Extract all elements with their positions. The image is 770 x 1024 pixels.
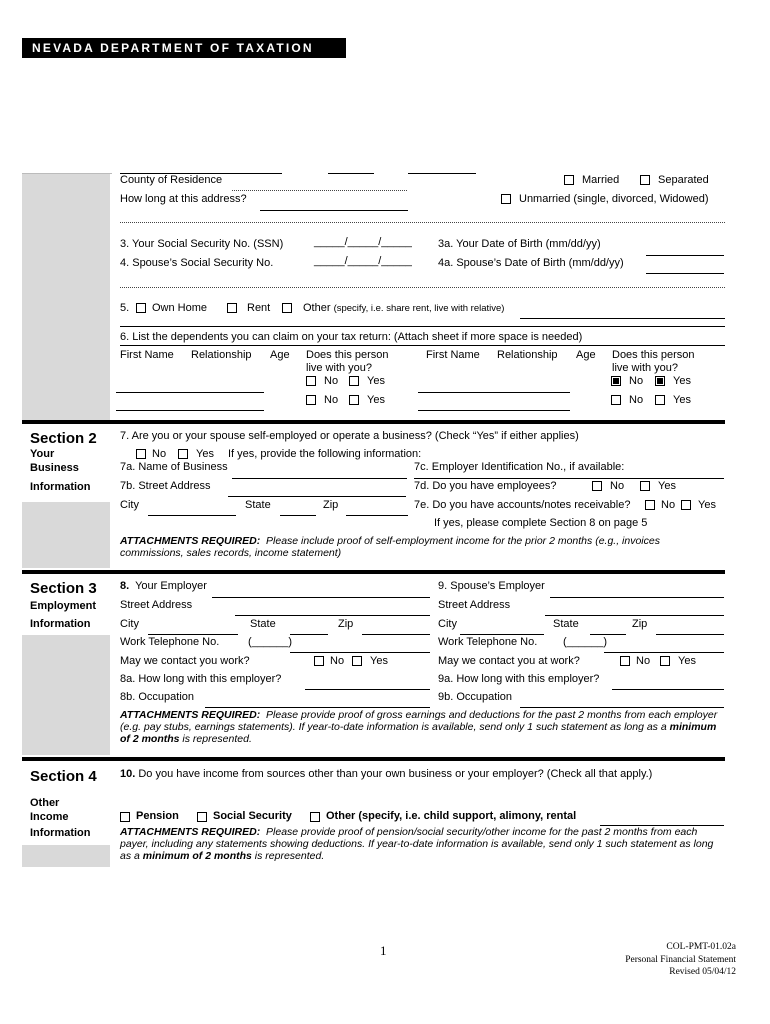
section2-sub-1: Your: [30, 448, 55, 460]
dep1-yes-checkbox[interactable]: [349, 376, 359, 386]
other-housing-specify: (specify, i.e. share rent, live with relative): [333, 303, 505, 314]
dep4-no-checkbox[interactable]: [611, 395, 621, 405]
q8-street-field[interactable]: [235, 615, 430, 616]
spouse-dob-label: 4a. Spouse’s Date of Birth (mm/dd/yy): [438, 257, 624, 269]
dep4-yes-checkbox[interactable]: [655, 395, 665, 405]
section3-sub-1: Employment: [30, 600, 97, 612]
q7a-field[interactable]: [232, 478, 407, 479]
section2-top-rule: [22, 420, 725, 424]
dep-header-lives-3: Does this person: [612, 349, 695, 361]
q8-contact-no-checkbox[interactable]: [314, 656, 324, 666]
section2-sub-2: Business: [30, 462, 79, 474]
dep-row-3-line[interactable]: [116, 410, 264, 411]
other-housing-field[interactable]: [520, 318, 725, 319]
spouse-ssn-label: 4. Spouse’s Social Security No.: [120, 257, 274, 269]
q7c-field[interactable]: [414, 478, 724, 479]
q7e-yes-checkbox[interactable]: [681, 500, 691, 510]
section2-title: Section 2: [30, 430, 97, 447]
q7a-label: 7a. Name of Business: [120, 461, 228, 473]
q9-city-label: City: [438, 618, 457, 630]
q8-label: 8. Your Employer: [120, 580, 207, 592]
q5-label: 5.: [120, 302, 130, 314]
q8a-label: 8a. How long with this employer?: [120, 673, 282, 685]
married-label: Married: [582, 174, 620, 186]
q9-label: 9. Spouse’s Employer: [438, 580, 545, 592]
dob-field[interactable]: [646, 255, 724, 256]
own-home-checkbox[interactable]: [136, 303, 146, 313]
q8-city-field[interactable]: [148, 634, 238, 635]
section3-top-rule: [22, 570, 725, 574]
q7d-yes-label: Yes: [658, 480, 676, 492]
own-home-label: Own Home: [152, 302, 208, 314]
pension-checkbox[interactable]: [120, 812, 130, 822]
q9b-field[interactable]: [520, 707, 724, 708]
q9-field[interactable]: [550, 597, 724, 598]
department-header: NEVADA DEPARTMENT OF TAXATION: [22, 38, 346, 58]
other-housing-checkbox[interactable]: [282, 303, 292, 313]
dep3-no-checkbox[interactable]: [306, 395, 316, 405]
top-blank-3[interactable]: [408, 173, 476, 174]
q8-contact-yes-label: Yes: [370, 655, 388, 667]
q9-contact-yes-checkbox[interactable]: [660, 656, 670, 666]
spouse-ssn-field[interactable]: _____/_____/_____: [314, 255, 412, 267]
q7d-label: 7d. Do you have employees?: [414, 480, 557, 492]
q7d-yes-checkbox[interactable]: [640, 481, 650, 491]
rent-checkbox[interactable]: [227, 303, 237, 313]
q9-contact-yes-label: Yes: [678, 655, 696, 667]
q8-phone-label: Work Telephone No.: [120, 636, 220, 648]
q9-phone-area[interactable]: (______): [563, 636, 608, 648]
unmarried-label: Unmarried (single, divorced, Widowed): [519, 193, 709, 205]
county-label: County of Residence: [120, 174, 223, 186]
dep2-no-label: No: [629, 375, 644, 387]
married-checkbox[interactable]: [564, 175, 574, 185]
other-income-label: Other (specify, i.e. child support, alimony, rental: [326, 810, 577, 822]
q8-street-label: Street Address: [120, 599, 193, 611]
q9-contact-no-checkbox[interactable]: [620, 656, 630, 666]
q8-phone-field[interactable]: [290, 652, 430, 653]
q8-zip-label: Zip: [338, 618, 354, 630]
q7e-no-label: No: [661, 499, 676, 511]
dep4-yes-label: Yes: [673, 394, 691, 406]
q7-yes-label: Yes: [196, 448, 214, 460]
q7d-no-checkbox[interactable]: [592, 481, 602, 491]
dep-row-2-line[interactable]: [418, 392, 570, 393]
q8-contact-no-label: No: [330, 655, 345, 667]
other-housing-label: Other (specify, i.e. share rent, live with relative): [303, 302, 505, 314]
q9b-label: 9b. Occupation: [438, 691, 512, 703]
q9-contact-no-label: No: [636, 655, 651, 667]
dep-row-4-line[interactable]: [418, 410, 570, 411]
q7-yes-checkbox[interactable]: [178, 449, 188, 459]
dep-header-first-name-2: First Name: [426, 349, 480, 361]
section4-attachments: ATTACHMENTS REQUIRED: Please provide proof of pension/social security/other income for the past 2 months from each payer, including any statements showing deductions. If year-to-date information is available, send only 1 such statement as long as a minimum of 2 months is represented.: [120, 826, 714, 862]
section4-title: Section 4: [30, 768, 97, 785]
dep2-no-checkbox[interactable]: [611, 376, 621, 386]
q7d-no-label: No: [610, 480, 625, 492]
section3-sidebar-lower: [22, 635, 110, 755]
section2-sub-3: Information: [30, 481, 91, 493]
dep-header-age-2: Age: [576, 349, 596, 361]
dep1-yes-label: Yes: [367, 375, 385, 387]
dep-row-1-line[interactable]: [116, 392, 264, 393]
q8a-field[interactable]: [305, 689, 430, 690]
dep2-yes-checkbox[interactable]: [655, 376, 665, 386]
q7-city-field[interactable]: [148, 515, 236, 516]
section3-attachments: ATTACHMENTS REQUIRED: Please provide proof of gross earnings and deductions for the past 2 months from each employer (e.g. pay stubs, earnings statements). If year-to-date information is available, send only 1 such statement as long as a minimum of 2 months is represented.: [120, 709, 718, 745]
q7e-label: 7e. Do you have accounts/notes receivable?: [414, 499, 631, 511]
q7c-label: 7c. Employer Identification No., if available:: [414, 461, 625, 473]
q7-zip-field[interactable]: [346, 515, 408, 516]
q7e-yes-label: Yes: [698, 499, 716, 511]
how-long-label: How long at this address?: [120, 193, 247, 205]
dep-header-first-name: First Name: [120, 349, 174, 361]
q7-label: 7. Are you or your spouse self-employed or operate a business? (Check “Yes” if either applies): [120, 430, 579, 442]
section4-top-rule: [22, 757, 725, 761]
section4-sub-3: Information: [30, 827, 91, 839]
q9-city-field[interactable]: [460, 634, 544, 635]
rent-label: Rent: [247, 302, 271, 314]
q9-state-field[interactable]: [590, 634, 626, 635]
form-revised: Revised 05/04/12: [669, 967, 736, 977]
q8-zip-field[interactable]: [362, 634, 430, 635]
unmarried-checkbox[interactable]: [501, 194, 511, 204]
page-number: 1: [380, 943, 387, 958]
q9-contact-label: May we contact you at work?: [438, 655, 580, 667]
separated-label: Separated: [658, 174, 709, 186]
dep-header-relationship-2: Relationship: [497, 349, 558, 361]
q7b-label: 7b. Street Address: [120, 480, 211, 492]
q8b-field[interactable]: [205, 707, 430, 708]
top-blank-2[interactable]: [328, 173, 374, 174]
q6-rule: [120, 326, 725, 327]
social-security-checkbox[interactable]: [197, 812, 207, 822]
q9-street-label: Street Address: [438, 599, 511, 611]
q7-state-field[interactable]: [280, 515, 316, 516]
q9-state-label: State: [553, 618, 579, 630]
dep-header-lives: Does this person: [306, 349, 389, 361]
section8-note: If yes, please complete Section 8 on page 5: [434, 517, 648, 529]
q9-zip-field[interactable]: [656, 634, 724, 635]
section1-divider-1: [120, 222, 725, 223]
dep3-yes-checkbox[interactable]: [349, 395, 359, 405]
q8b-label: 8b. Occupation: [120, 691, 194, 703]
social-security-label: Social Security: [213, 810, 292, 822]
dep3-yes-label: Yes: [367, 394, 385, 406]
q7-no-label: No: [152, 448, 167, 460]
q6-underline: [120, 345, 725, 346]
q8-phone-area[interactable]: (______): [248, 636, 293, 648]
q7-no-checkbox[interactable]: [136, 449, 146, 459]
form-name: Personal Financial Statement: [625, 955, 736, 965]
dep1-no-label: No: [324, 375, 339, 387]
q8-field[interactable]: [212, 597, 430, 598]
q8-contact-yes-checkbox[interactable]: [352, 656, 362, 666]
q7e-no-checkbox[interactable]: [645, 500, 655, 510]
dep-header-lives-4: live with you?: [612, 362, 679, 374]
section1-sidebar: [22, 173, 110, 421]
q8-state-field[interactable]: [290, 634, 328, 635]
q7b-field[interactable]: [228, 496, 406, 497]
q7-state-label: State: [245, 499, 271, 511]
q9-phone-field[interactable]: [604, 652, 724, 653]
separated-checkbox[interactable]: [640, 175, 650, 185]
dep1-no-checkbox[interactable]: [306, 376, 316, 386]
section3-sub-2: Information: [30, 618, 91, 630]
other-income-checkbox[interactable]: [310, 812, 320, 822]
ssn-field[interactable]: _____/_____/_____: [314, 236, 412, 248]
top-rule: [22, 173, 112, 174]
section4-sub-1: Other: [30, 797, 60, 809]
q9-phone-label: Work Telephone No.: [438, 636, 538, 648]
q7-city-label: City: [120, 499, 139, 511]
dep-header-lives-2: live with you?: [306, 362, 373, 374]
spouse-dob-field[interactable]: [646, 273, 724, 274]
q9-street-field[interactable]: [545, 615, 724, 616]
q10-label: 10. Do you have income from sources other than your own business or your employer? (Check all that apply.): [120, 768, 653, 780]
ssn-label: 3. Your Social Security No. (SSN): [120, 238, 284, 250]
section4-sub-2: Income: [30, 811, 69, 823]
dep-header-age: Age: [270, 349, 290, 361]
form-id: COL-PMT-01.02a: [666, 942, 736, 952]
dep4-no-label: No: [629, 394, 644, 406]
q9a-field[interactable]: [612, 689, 724, 690]
how-long-field[interactable]: [260, 210, 408, 211]
dep3-no-label: No: [324, 394, 339, 406]
q6-label: 6. List the dependents you can claim on your tax return: (Attach sheet if more space is needed): [120, 331, 583, 343]
q8-contact-label: May we contact you work?: [120, 655, 250, 667]
pension-label: Pension: [136, 810, 179, 822]
q9-zip-label: Zip: [632, 618, 648, 630]
q8-state-label: State: [250, 618, 276, 630]
section2-sidebar-lower: [22, 502, 110, 568]
dob-label: 3a. Your Date of Birth (mm/dd/yy): [438, 238, 601, 250]
q8-city-label: City: [120, 618, 139, 630]
section4-sidebar-lower: [22, 845, 110, 867]
q9a-label: 9a. How long with this employer?: [438, 673, 600, 685]
section3-title: Section 3: [30, 580, 97, 597]
q7-if-yes: If yes, provide the following information:: [228, 448, 422, 460]
dep2-yes-label: Yes: [673, 375, 691, 387]
q7-zip-label: Zip: [323, 499, 339, 511]
dep-header-relationship: Relationship: [191, 349, 252, 361]
county-field[interactable]: [232, 190, 407, 191]
section1-divider-2: [120, 287, 725, 288]
section2-attachments: ATTACHMENTS REQUIRED: Please include proof of self-employment income for the prior 2 months (e.g., invoices commissions, sales records, income statement): [120, 535, 660, 559]
